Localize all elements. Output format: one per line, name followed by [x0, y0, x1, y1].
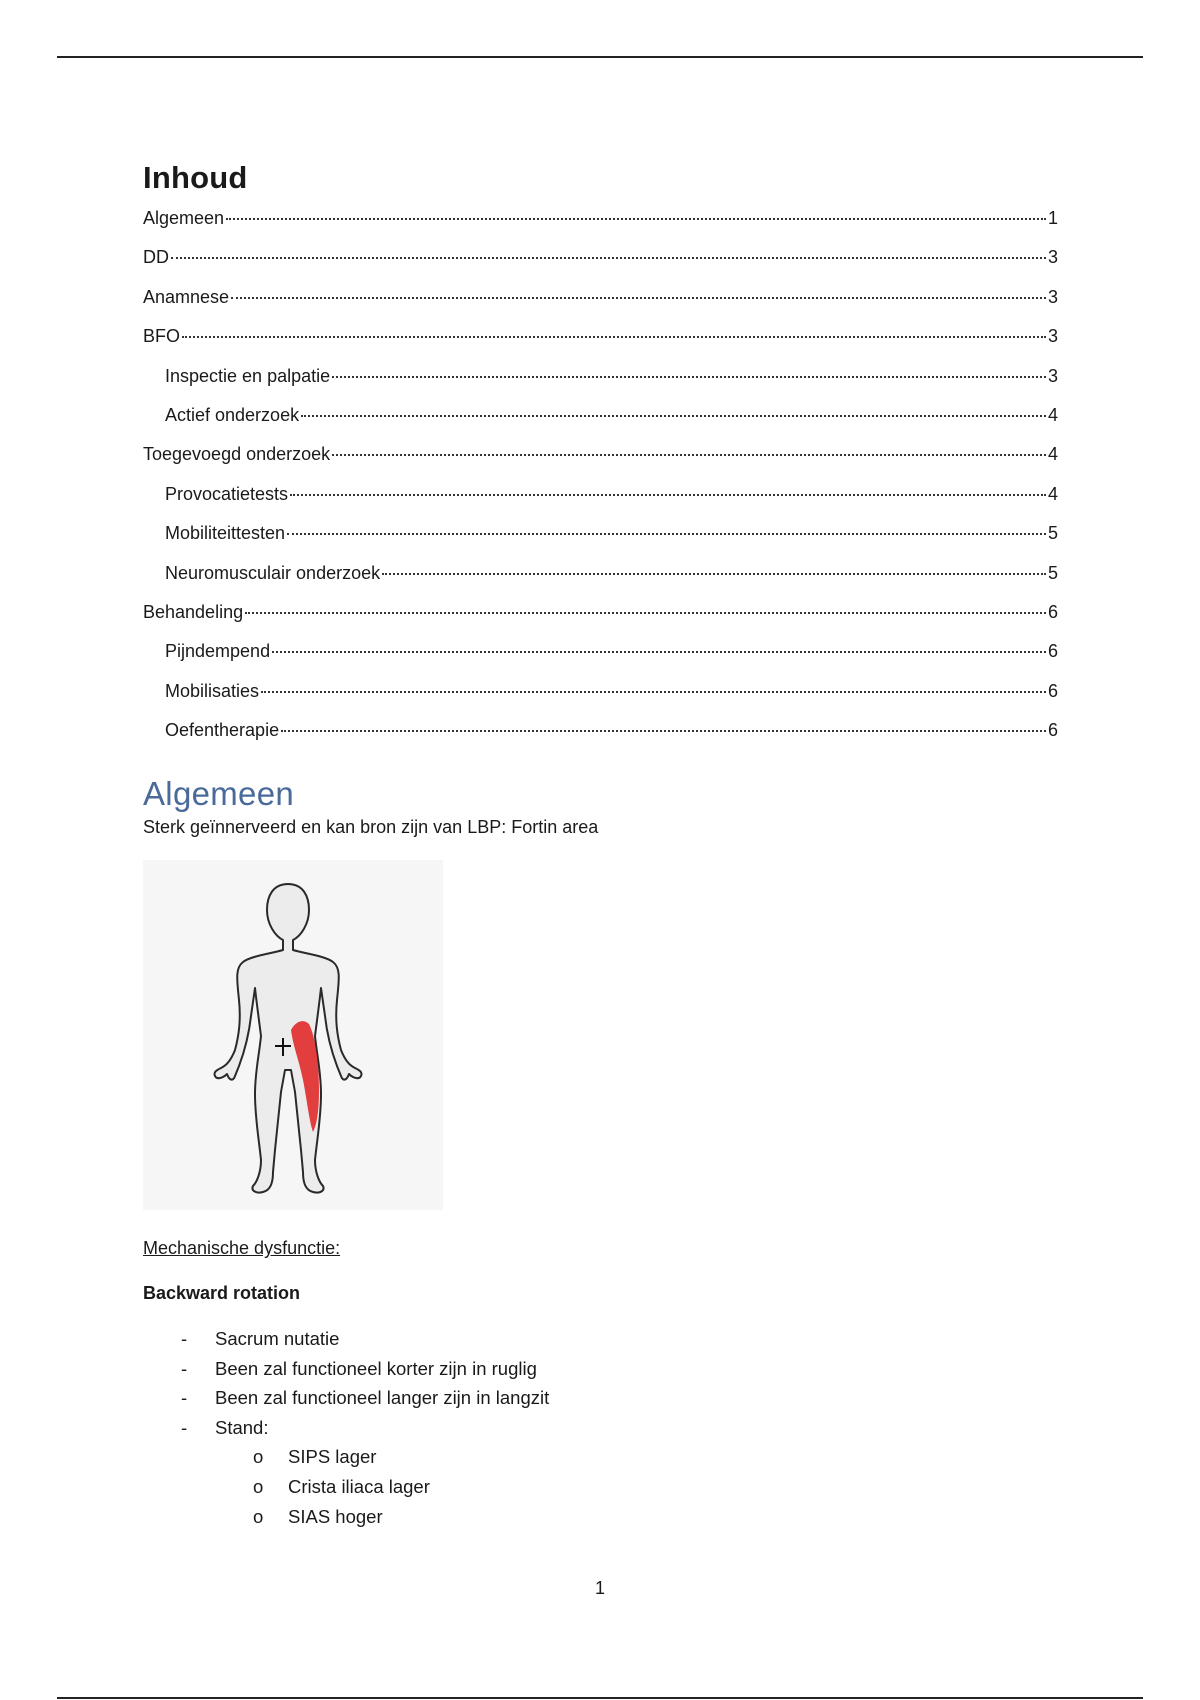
toc-entry[interactable]	[143, 720, 1058, 759]
sub-list-item	[143, 1446, 1058, 1476]
toc-leader	[332, 376, 1046, 378]
sub-list-item	[143, 1476, 1058, 1506]
toc-entry[interactable]	[143, 681, 1058, 720]
toc-entry-label: Anamnese	[143, 286, 230, 307]
sub-bullet-marker: o	[253, 1476, 264, 1498]
toc-entry-page: 6	[1047, 720, 1058, 741]
body-pain-figure	[143, 860, 443, 1210]
toc-entry-label: Inspectie en palpatie	[165, 365, 331, 386]
toc-leader	[301, 415, 1046, 417]
bullet-text: Been zal functioneel korter zijn in ruglig	[215, 1357, 537, 1379]
toc-leader	[171, 257, 1046, 259]
toc-entry-label: Neuromusculair onderzoek	[165, 562, 381, 583]
toc-entry-page: 3	[1047, 247, 1058, 268]
bullet-text: Sacrum nutatie	[215, 1328, 340, 1350]
toc-entry-page: 4	[1047, 404, 1058, 425]
toc-entry-label: Mobiliteittesten	[165, 523, 286, 544]
sub-bullet-marker: o	[253, 1446, 264, 1468]
toc-entry-page: 6	[1047, 601, 1058, 622]
toc-entry-page: 4	[1047, 483, 1058, 504]
toc-entry-label: Toegevoegd onderzoek	[143, 444, 331, 465]
toc-leader	[287, 533, 1046, 535]
table-of-contents	[143, 208, 1058, 759]
header-rule	[57, 56, 1143, 58]
body-pain-map-icon	[143, 860, 443, 1210]
toc-entry-label: DD	[143, 247, 169, 268]
toc-entry[interactable]	[143, 563, 1058, 602]
section-heading: Algemeen	[143, 775, 294, 813]
intro-text: Sterk geïnnerveerd en kan bron zijn van LBP: Fortin area	[143, 817, 599, 838]
toc-entry[interactable]	[143, 602, 1058, 641]
toc-entry[interactable]	[143, 247, 1058, 286]
toc-leader	[382, 573, 1046, 575]
toc-leader	[261, 691, 1046, 693]
bullet-dash: -	[181, 1416, 188, 1438]
toc-entry-label: BFO	[143, 326, 181, 347]
toc-entry[interactable]	[143, 484, 1058, 523]
toc-entry-page: 3	[1047, 365, 1058, 386]
toc-entry[interactable]	[143, 366, 1058, 405]
toc-leader	[182, 336, 1046, 338]
toc-leader	[290, 494, 1046, 496]
mechanical-dysfunction-heading: Mechanische dysfunctie:	[143, 1238, 341, 1259]
backward-rotation-heading: Backward rotation	[143, 1283, 301, 1304]
bullet-dash: -	[181, 1328, 188, 1350]
bullet-list	[143, 1328, 1058, 1536]
toc-entry[interactable]	[143, 444, 1058, 483]
toc-leader	[281, 730, 1046, 732]
toc-entry-label: Behandeling	[143, 601, 244, 622]
sub-bullet-list	[143, 1446, 1058, 1536]
sub-bullet-text: SIAS hoger	[288, 1506, 383, 1528]
toc-leader	[332, 454, 1046, 456]
toc-entry-page: 4	[1047, 444, 1058, 465]
toc-entry-page: 5	[1047, 523, 1058, 544]
page-number: 1	[594, 1578, 605, 1598]
toc-entry-label: Pijndempend	[165, 641, 271, 662]
sub-bullet-marker: o	[253, 1506, 264, 1528]
sub-bullet-text: SIPS lager	[288, 1446, 377, 1468]
toc-leader	[245, 612, 1046, 614]
bullet-text: Been zal functioneel langer zijn in langzit	[215, 1387, 550, 1409]
sub-list-item	[143, 1506, 1058, 1536]
toc-entry-page: 6	[1047, 641, 1058, 662]
toc-title: Inhoud	[143, 160, 248, 195]
toc-leader	[272, 651, 1046, 653]
toc-entry-page: 3	[1047, 326, 1058, 347]
toc-entry-label: Oefentherapie	[165, 720, 280, 741]
toc-entry[interactable]	[143, 405, 1058, 444]
bullet-dash: -	[181, 1357, 188, 1379]
toc-entry-page: 3	[1047, 286, 1058, 307]
body-outline	[214, 884, 361, 1193]
sub-bullet-text: Crista iliaca lager	[288, 1476, 430, 1498]
list-item	[143, 1417, 1058, 1447]
toc-entry-label: Provocatietests	[165, 483, 289, 504]
list-item	[143, 1358, 1058, 1388]
toc-entry-page: 5	[1047, 562, 1058, 583]
toc-entry[interactable]	[143, 326, 1058, 365]
toc-entry[interactable]	[143, 208, 1058, 247]
toc-entry[interactable]	[143, 287, 1058, 326]
toc-entry[interactable]	[143, 641, 1058, 680]
bullet-dash: -	[181, 1387, 188, 1409]
document-body	[143, 160, 1058, 1536]
toc-entry-label: Mobilisaties	[165, 680, 260, 701]
list-item	[143, 1387, 1058, 1417]
toc-entry-label: Algemeen	[143, 208, 225, 228]
list-item	[143, 1328, 1058, 1358]
toc-leader	[231, 297, 1046, 299]
footer-rule	[57, 1697, 1143, 1699]
toc-entry-label: Actief onderzoek	[165, 404, 300, 425]
toc-entry-page: 1	[1047, 208, 1058, 228]
toc-leader	[226, 218, 1046, 220]
toc-entry[interactable]	[143, 523, 1058, 562]
bullet-text: Stand:	[215, 1416, 269, 1438]
toc-entry-page: 6	[1047, 680, 1058, 701]
